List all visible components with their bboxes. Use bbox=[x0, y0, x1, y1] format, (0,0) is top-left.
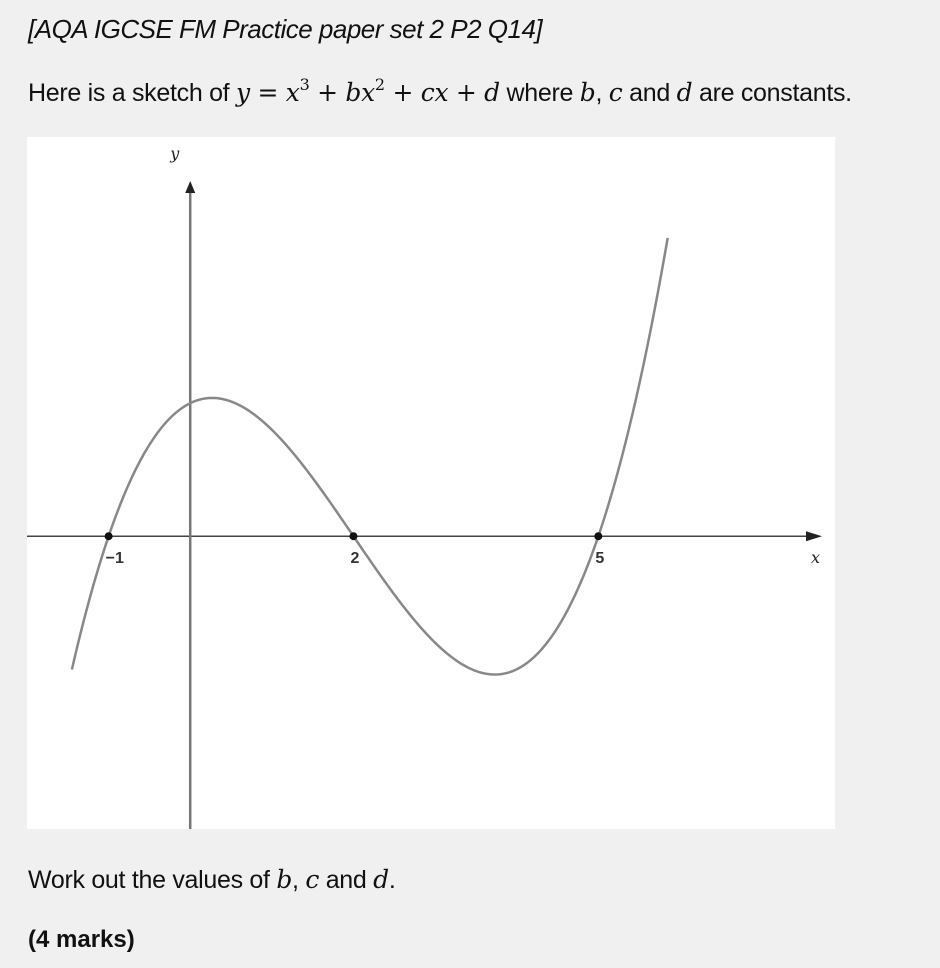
x-tick-label: 5 bbox=[595, 550, 605, 568]
instruction-var-b: b bbox=[276, 865, 293, 894]
y-axis-label: y bbox=[170, 144, 180, 163]
instruction-var-c: c bbox=[305, 865, 320, 894]
var-c: c bbox=[608, 78, 623, 107]
instruction bbox=[28, 865, 396, 895]
equation-exp-3: 3 bbox=[299, 75, 310, 94]
and-word: and bbox=[622, 79, 677, 107]
instruction-var-d: d bbox=[373, 865, 389, 894]
question-intro: Here is a sketch of bbox=[28, 79, 236, 107]
question-text bbox=[28, 75, 852, 108]
y-axis-arrow bbox=[185, 181, 195, 193]
instruction-comma: , bbox=[292, 866, 306, 894]
x-tick-label: −1 bbox=[105, 550, 124, 568]
graph bbox=[27, 137, 835, 829]
equation-exp-2: 2 bbox=[374, 75, 385, 94]
instruction-end: . bbox=[388, 866, 396, 894]
instruction-text: Work out the values of bbox=[28, 866, 277, 894]
comma: , bbox=[595, 79, 609, 107]
graph-svg bbox=[27, 137, 835, 829]
equation-mid: + bx bbox=[309, 78, 375, 107]
var-b: b bbox=[579, 78, 596, 107]
equation-lhs: y = x bbox=[235, 78, 300, 107]
equation-tail: + cx + d bbox=[384, 78, 500, 107]
x-tick-label: 2 bbox=[350, 550, 360, 568]
marks: (4 marks) bbox=[28, 926, 135, 953]
question-end: are constants. bbox=[692, 79, 852, 107]
x-axis-arrow bbox=[806, 531, 822, 541]
x-intercept-point bbox=[105, 532, 113, 540]
x-intercept-point bbox=[594, 532, 602, 540]
instruction-and: and bbox=[319, 866, 374, 894]
var-d: d bbox=[676, 78, 693, 107]
question-source: [AQA IGCSE FM Practice paper set 2 P2 Q14] bbox=[28, 14, 543, 44]
cubic-curve bbox=[72, 238, 668, 675]
x-axis-label: x bbox=[811, 548, 821, 568]
equation bbox=[235, 75, 500, 107]
question-where: where bbox=[499, 79, 580, 107]
x-intercept-point bbox=[349, 532, 357, 540]
